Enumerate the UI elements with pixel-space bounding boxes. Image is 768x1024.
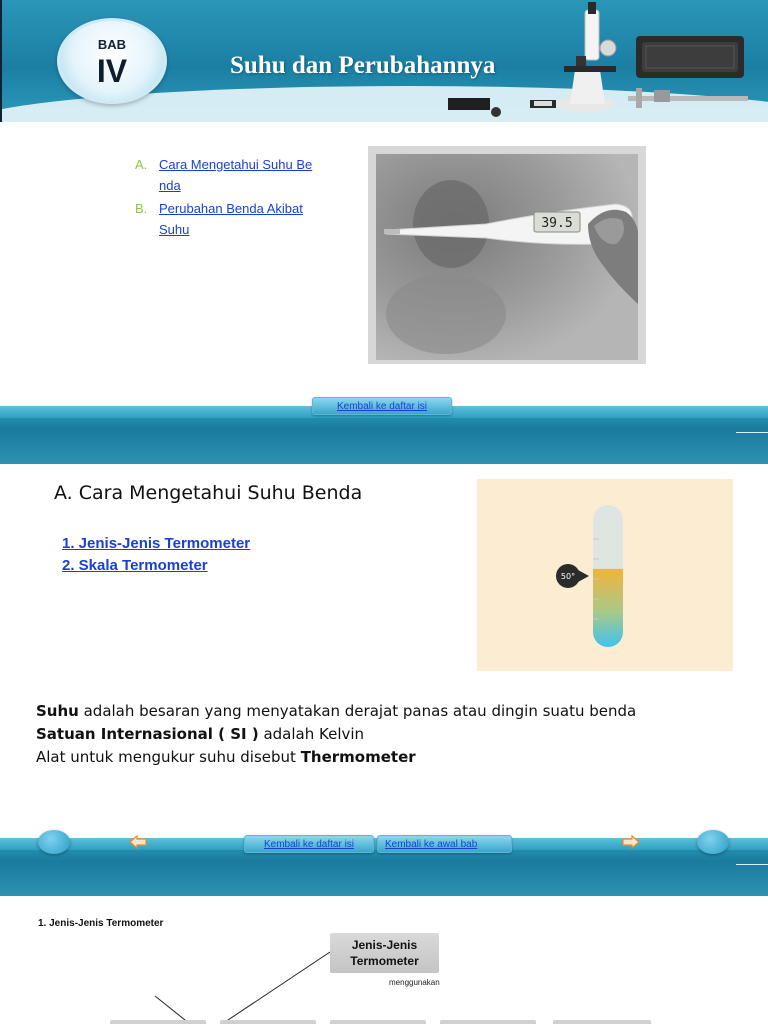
definition-line-2 — [36, 723, 636, 746]
toc-letter: B. — [135, 201, 148, 216]
back-to-toc-button[interactable] — [312, 397, 452, 415]
chapter-title: Suhu dan Perubahannya — [230, 52, 496, 79]
slide-box-icon — [448, 98, 556, 117]
next-arrow-icon[interactable] — [622, 835, 640, 849]
definition-line-3 — [36, 746, 636, 769]
caliper-case-icon — [636, 36, 744, 78]
concept-leaf-node — [110, 1020, 206, 1024]
toc-letter: A. — [135, 157, 148, 172]
toc-item-a — [135, 154, 335, 196]
toc-link-line: Suhu — [159, 222, 190, 237]
thermometer-liquid — [593, 569, 623, 647]
concept-leaf-node — [330, 1020, 426, 1024]
definition-suhu: adalah besaran yang menyatakan derajat panas atau dingin suatu benda — [78, 702, 637, 720]
concept-node-jenis-termometer — [330, 933, 439, 973]
toc-link-line: nda — [159, 178, 181, 193]
definition-thermometer: Alat untuk mengukur suhu disebut — [36, 748, 301, 766]
term-si: Satuan Internasional ( SI ) — [36, 725, 259, 743]
table-of-contents — [135, 154, 335, 242]
thermometer-photo — [368, 146, 646, 364]
back-to-toc-link[interactable]: Kembali ke daftar isi — [336, 401, 428, 412]
digital-thermometer-image — [376, 154, 638, 360]
term-thermometer: Thermometer — [300, 748, 416, 766]
bar-rule — [736, 864, 768, 865]
microscope-icon — [555, 2, 616, 112]
concept-leaf-node — [553, 1020, 651, 1024]
back-to-toc-link[interactable]: Kembali ke daftar isi — [263, 839, 355, 850]
definition-text — [36, 700, 636, 769]
chapter-badge-label: BAB — [97, 37, 127, 52]
link-jenis-termometer[interactable]: 1. Jenis-Jenis Termometer — [62, 535, 251, 552]
section-title: A. Cara Mengetahui Suhu Benda — [54, 482, 363, 504]
term-suhu: Suhu — [36, 702, 79, 720]
prev-arrow-icon[interactable] — [129, 835, 147, 849]
temperature-label: 50° — [560, 572, 576, 581]
slide3-heading: 1. Jenis-Jenis Termometer — [38, 918, 164, 929]
lab-equipment-illustration — [440, 0, 768, 122]
definition-si: adalah Kelvin — [258, 725, 365, 743]
thermometer-reading: 39.5 — [541, 216, 573, 231]
bar-rule — [736, 432, 768, 433]
nav-oval-right-button[interactable] — [697, 830, 729, 854]
chapter-badge — [57, 18, 167, 104]
node-line: Termometer — [350, 954, 419, 968]
back-to-chapter-start-button[interactable] — [377, 835, 512, 853]
definition-line-1 — [36, 700, 636, 723]
tube-thermometer — [477, 479, 733, 671]
concept-leaf-node — [220, 1020, 316, 1024]
toc-item-b — [135, 198, 335, 240]
back-to-chapter-start-link[interactable]: Kembali ke awal bab — [385, 839, 478, 850]
nav-oval-left-button[interactable] — [38, 830, 70, 854]
caliper-icon — [628, 88, 748, 108]
toc-link-line: Cara Mengetahui Suhu Be — [159, 157, 313, 172]
toc-link-line: Perubahan Benda Akibat — [159, 201, 303, 216]
temperature-marker — [556, 564, 589, 588]
toc-link-perubahan-benda[interactable] — [159, 198, 303, 240]
chapter-badge-number: IV — [96, 53, 128, 89]
edge-label: menggunakan — [389, 978, 440, 987]
thermometer-illustration-panel — [477, 479, 733, 671]
concept-leaf-node — [440, 1020, 536, 1024]
slide1-header — [0, 0, 768, 122]
subsection-links — [62, 533, 250, 577]
toc-link-cara-mengetahui-suhu[interactable] — [159, 154, 312, 196]
node-line: Jenis-Jenis — [351, 938, 418, 952]
link-skala-termometer[interactable]: 2. Skala Termometer — [62, 557, 208, 574]
back-to-toc-button[interactable] — [244, 835, 374, 853]
header-left-edge — [0, 0, 2, 122]
